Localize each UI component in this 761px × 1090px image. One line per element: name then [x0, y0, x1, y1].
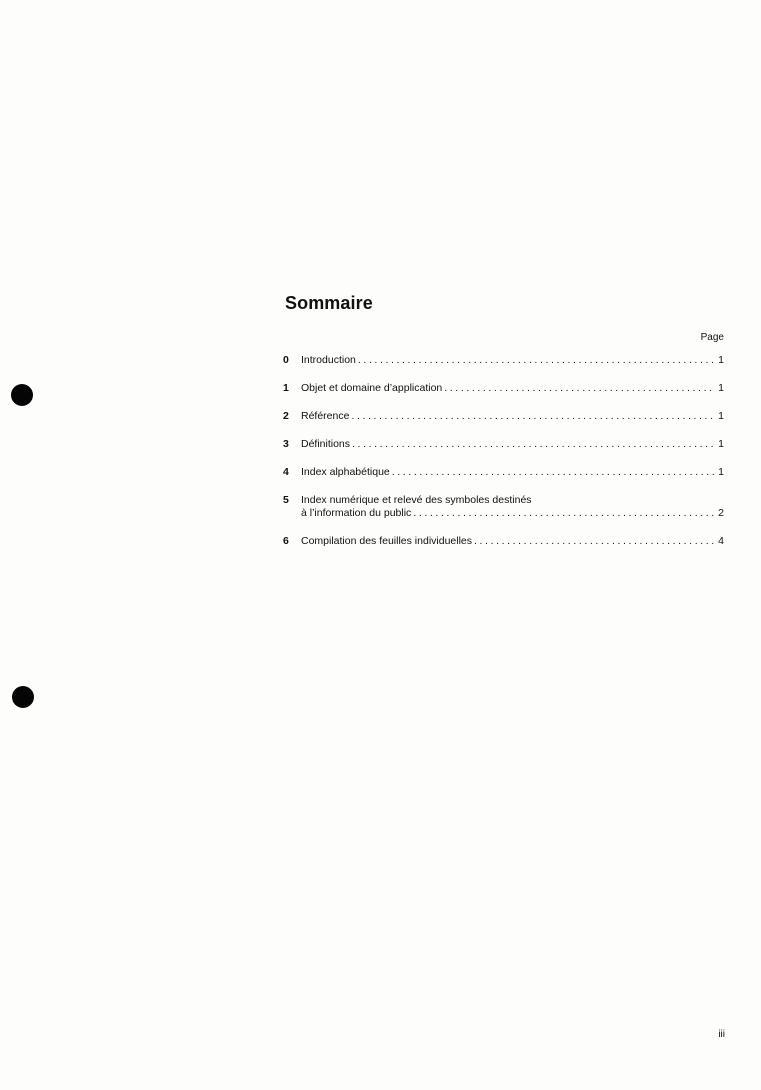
dot-leader — [351, 410, 714, 423]
toc-entry — [283, 535, 724, 548]
toc-entry — [283, 494, 724, 520]
dot-leader — [358, 354, 714, 367]
toc-entry-number: 1 — [283, 382, 289, 394]
toc-entry-page: 4 — [718, 535, 724, 547]
toc-entry-number: 0 — [283, 354, 289, 366]
toc-entry-title: Compilation des feuilles individuelles — [301, 535, 473, 547]
toc-entry-page: 1 — [718, 354, 724, 366]
toc-entry-page: 1 — [718, 410, 724, 422]
dot-leader — [474, 535, 714, 548]
page-column-label: Page — [700, 332, 724, 343]
toc-entry-page: 1 — [718, 466, 724, 478]
toc-entry-page: 1 — [718, 382, 724, 394]
toc-entry-title-line: Index numérique et relevé des symboles destinés — [301, 494, 532, 506]
toc-entry-number: 5 — [283, 494, 289, 506]
toc-entry-number: 2 — [283, 410, 289, 422]
toc-entry-title: Objet et domaine d’application — [301, 382, 443, 394]
footer-page-number: iii — [718, 1029, 725, 1040]
table-of-contents — [283, 354, 724, 563]
toc-entry-number: 3 — [283, 438, 289, 450]
toc-entry-title: Référence — [301, 410, 350, 422]
toc-entry — [283, 354, 724, 367]
toc-entry-title: Définitions — [301, 438, 351, 450]
dot-leader — [392, 466, 714, 479]
toc-entry — [283, 466, 724, 479]
punch-hole — [11, 384, 33, 406]
toc-entry-title: Index alphabétique — [301, 466, 390, 478]
toc-entry-page: 1 — [718, 438, 724, 450]
toc-entry-title: à l’information du public — [301, 507, 412, 519]
page-title: Sommaire — [285, 293, 373, 313]
dot-leader — [413, 507, 714, 520]
punch-hole — [12, 686, 34, 708]
dot-leader — [444, 382, 714, 395]
toc-entry — [283, 382, 724, 395]
toc-entry — [283, 438, 724, 451]
toc-entry-number: 6 — [283, 535, 289, 547]
toc-entry-page: 2 — [718, 507, 724, 519]
toc-entry-number: 4 — [283, 466, 289, 478]
dot-leader — [352, 438, 714, 451]
toc-entry — [283, 410, 724, 423]
toc-entry-title: Introduction — [301, 354, 356, 366]
